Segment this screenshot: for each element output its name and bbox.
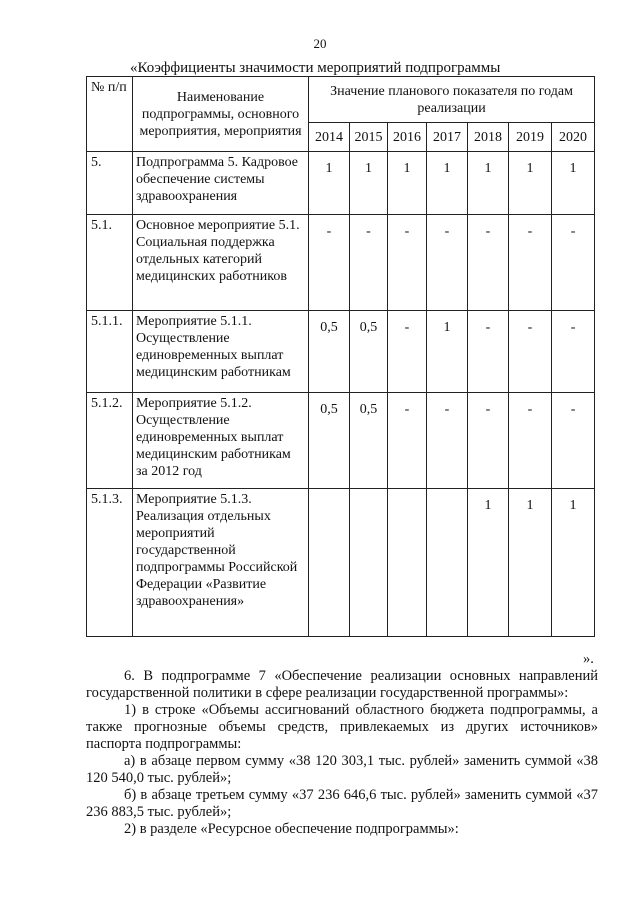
paragraph: а) в абзаце первом сумму «38 120 303,1 тыс. рублей» заменить суммой «38 120 540,0 тыс. рублей»; [86, 753, 598, 786]
row-value: - [468, 311, 509, 393]
row-value: - [388, 215, 427, 311]
row-value: 1 [509, 152, 552, 215]
table-title: «Коэффициенты значимости мероприятий подпрограммы [130, 60, 501, 76]
row-value: 1 [427, 152, 468, 215]
year-header: 2020 [552, 123, 595, 152]
row-value: 0,5 [350, 393, 388, 489]
page-number: 20 [313, 36, 327, 51]
row-value [350, 489, 388, 637]
row-value: - [509, 311, 552, 393]
row-value: 0,5 [309, 393, 350, 489]
row-value: - [552, 215, 595, 311]
row-value: - [468, 215, 509, 311]
paragraph: 2) в разделе «Ресурсное обеспечение подпрограммы»: [124, 821, 459, 837]
row-value: 1 [468, 489, 509, 637]
table-row [87, 311, 595, 393]
row-number: 5. [87, 152, 133, 215]
table-row [87, 489, 595, 637]
year-header: 2018 [468, 123, 509, 152]
body-text [86, 668, 598, 838]
row-value: - [468, 393, 509, 489]
year-header: 2014 [309, 123, 350, 152]
coefficients-table [86, 76, 595, 637]
table-row [87, 152, 595, 215]
row-value [388, 489, 427, 637]
row-number: 5.1.1. [87, 311, 133, 393]
row-value: - [388, 311, 427, 393]
row-value: 1 [427, 311, 468, 393]
row-value: - [552, 311, 595, 393]
row-value: - [309, 215, 350, 311]
row-value: 1 [350, 152, 388, 215]
row-value: 1 [309, 152, 350, 215]
row-number: 5.1.3. [87, 489, 133, 637]
col-name-header: Наименование подпрограммы, основного мероприятия, мероприятия [133, 77, 309, 152]
row-value: - [427, 215, 468, 311]
row-value: 1 [552, 152, 595, 215]
row-name: Мероприятие 5.1.3. Реализация отдельных мероприятий государственной подпрограммы Российской Федерации «Развитие здравоохранения» [133, 489, 309, 637]
row-value: - [509, 215, 552, 311]
row-value: - [509, 393, 552, 489]
row-value: - [388, 393, 427, 489]
row-value: - [552, 393, 595, 489]
year-header: 2019 [509, 123, 552, 152]
row-value: - [427, 393, 468, 489]
row-name: Мероприятие 5.1.1. Осуществление единовременных выплат медицинским работникам [133, 311, 309, 393]
row-value: 1 [468, 152, 509, 215]
row-value: 0,5 [350, 311, 388, 393]
row-value: 1 [509, 489, 552, 637]
year-header: 2016 [388, 123, 427, 152]
year-header: 2015 [350, 123, 388, 152]
closing-quote: ». [583, 651, 594, 667]
year-header: 2017 [427, 123, 468, 152]
row-value: 0,5 [309, 311, 350, 393]
row-value [427, 489, 468, 637]
row-number: 5.1.2. [87, 393, 133, 489]
paragraph: б) в абзаце третьем сумму «37 236 646,6 тыс. рублей» заменить суммой «37 236 883,5 тыс. рублей»; [86, 787, 598, 820]
paragraph: 1) в строке «Объемы ассигнований областного бюджета подпрограммы, а также прогнозные объемы средств, привлекаемых из других источников» паспорта подпрограммы: [86, 702, 598, 752]
row-number: 5.1. [87, 215, 133, 311]
row-value: 1 [552, 489, 595, 637]
row-name: Мероприятие 5.1.2. Осуществление единовременных выплат медицинским работникам за 2012 год [133, 393, 309, 489]
table-row [87, 215, 595, 311]
row-name: Основное мероприятие 5.1. Социальная поддержка отдельных категорий медицинских работников [133, 215, 309, 311]
row-name: Подпрограмма 5. Кадровое обеспечение системы здравоохранения [133, 152, 309, 215]
row-value [309, 489, 350, 637]
col-values-header: Значение планового показателя по годам реализации [309, 77, 595, 123]
table-row [87, 393, 595, 489]
row-value: - [350, 215, 388, 311]
row-value: 1 [388, 152, 427, 215]
paragraph: 6. В подпрограмме 7 «Обеспечение реализации основных направлений государственной политики в сфере реализации государственной программы»: [86, 668, 598, 701]
col-num-header: № п/п [87, 77, 133, 152]
